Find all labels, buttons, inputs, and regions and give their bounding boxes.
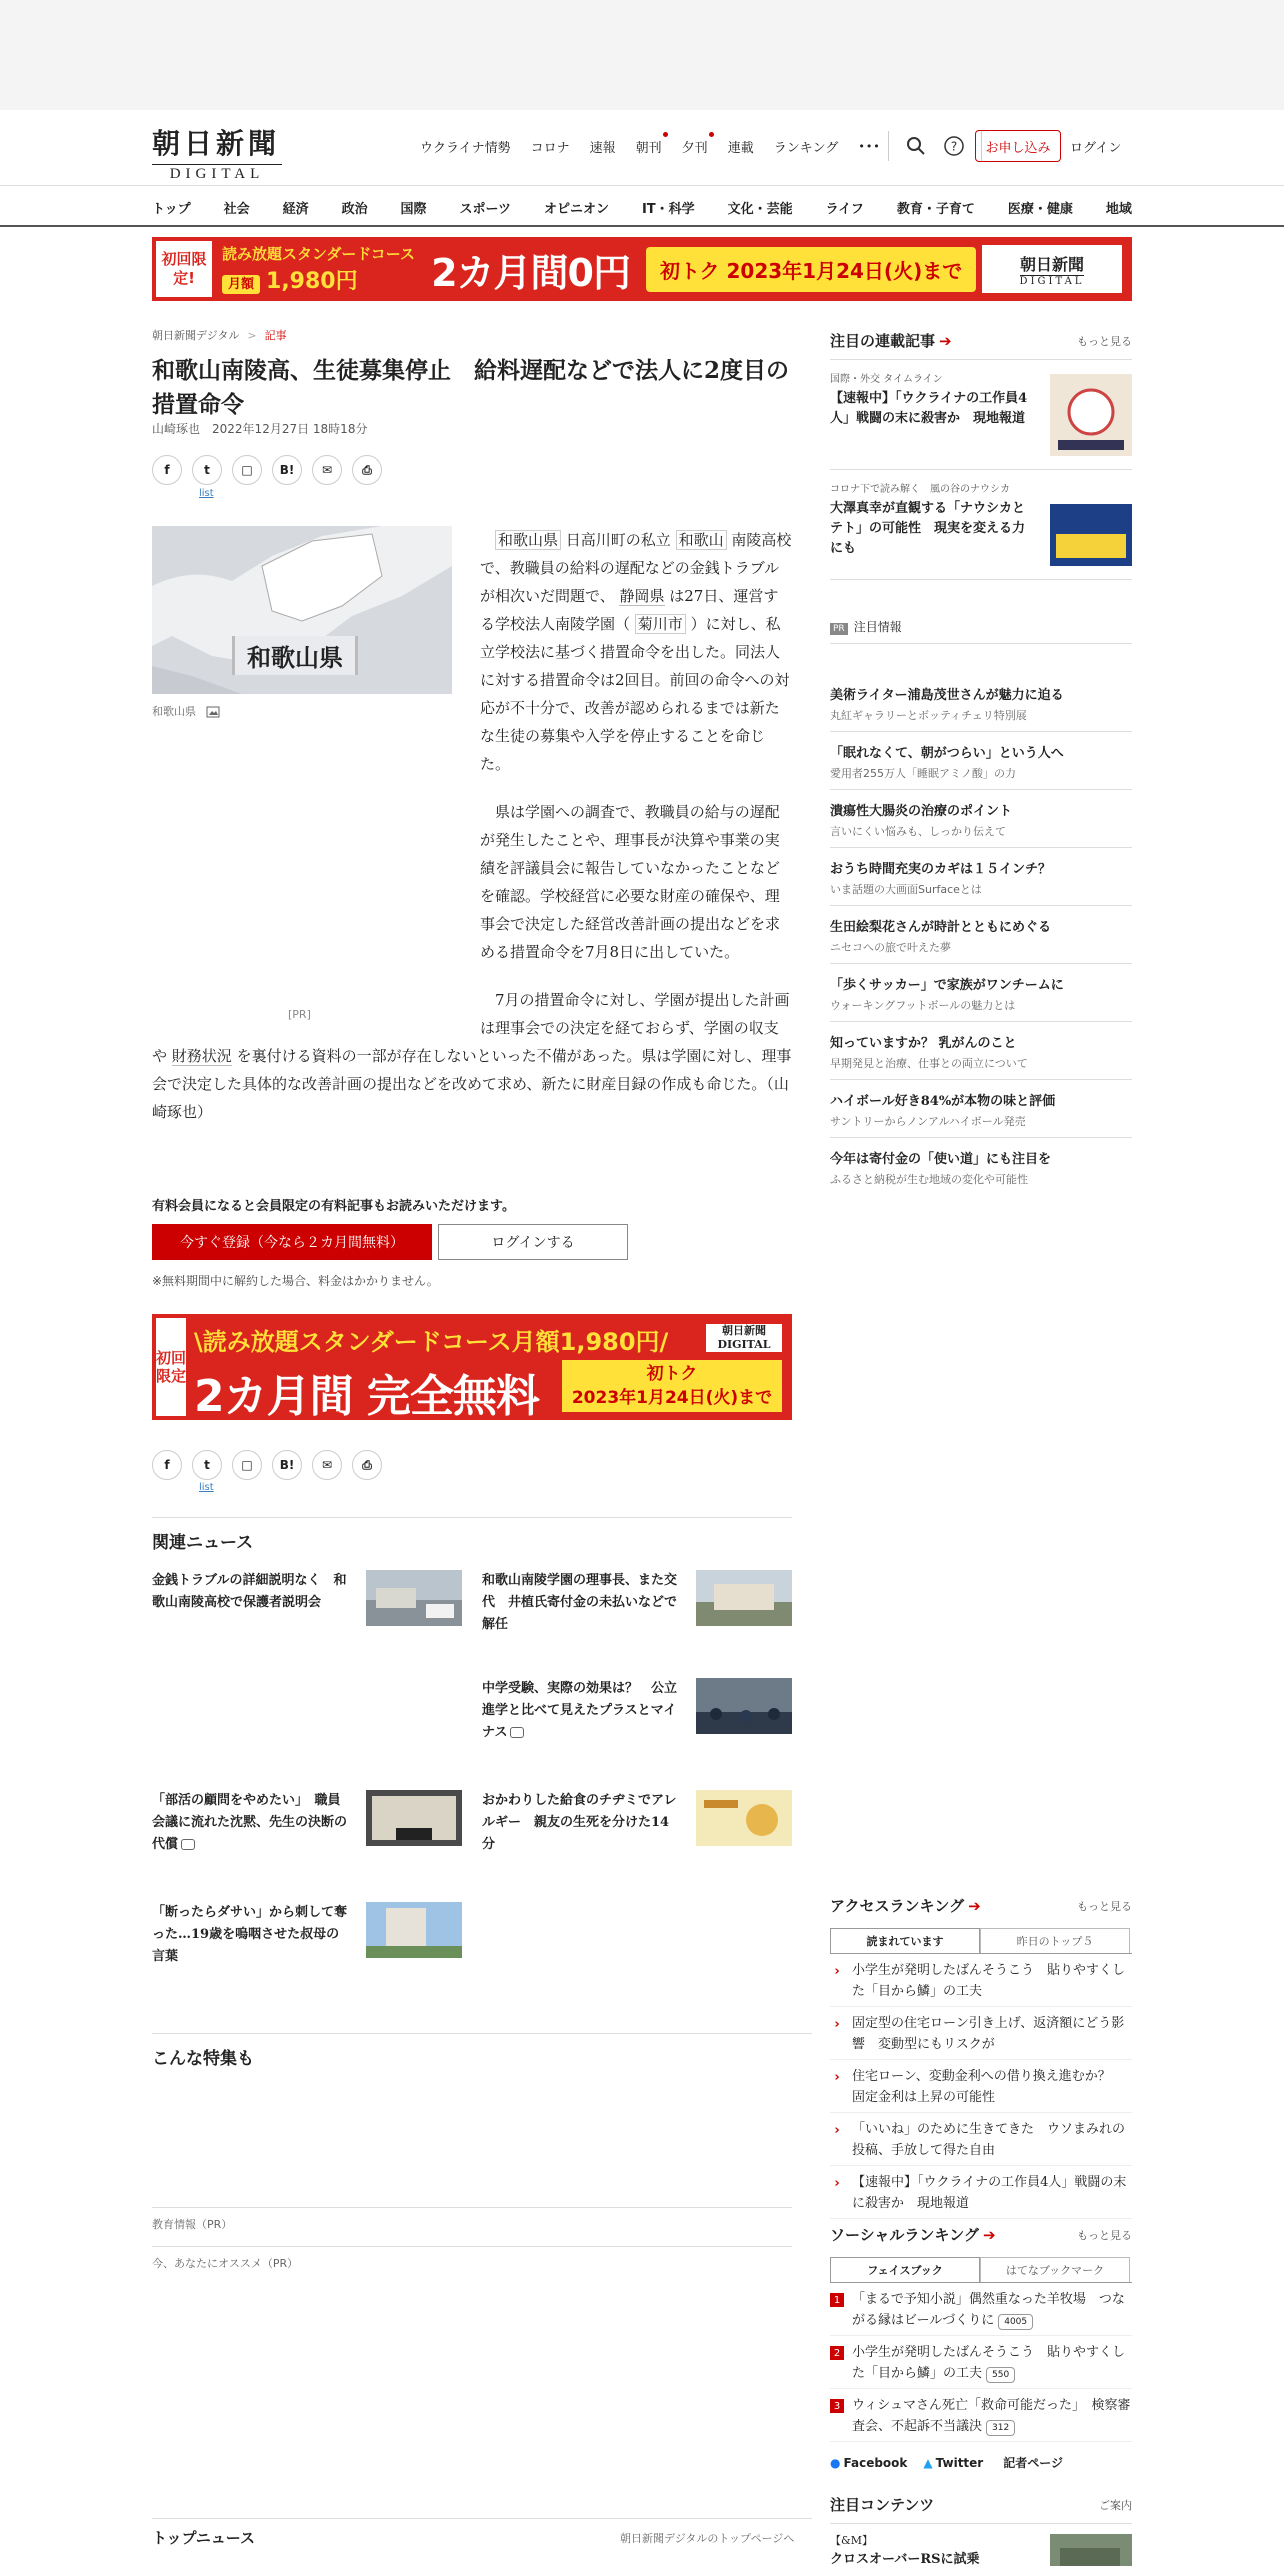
ranking-arrow-icon: › [834, 2069, 840, 2085]
social-tabs [830, 2257, 1132, 2283]
publish-time: 2022年12月27日 18時18分 [212, 422, 368, 436]
featured-contents [830, 2494, 1132, 2567]
twitter-share-icon[interactable]: t [192, 455, 222, 485]
serial-category: コロナ下で読み解く 風の谷のナウシカ [830, 484, 1010, 495]
guide-link[interactable]: ご案内 [1099, 2498, 1132, 2512]
pr-item[interactable] [830, 1022, 1132, 1080]
contents-title: 注目コンテンツ [830, 2496, 935, 2514]
util-nav-item[interactable]: ランキング [773, 141, 839, 156]
login-button[interactable]: ログインする [438, 1224, 628, 1260]
login-link[interactable]: ログイン [1070, 141, 1122, 156]
paywall-note: ※無料期間中に解約した場合、料金はかかりません。 [152, 1274, 439, 1288]
pr-item-title: 知っていますか？ 乳がんのこと [830, 1036, 1017, 1051]
pr-item-sub: サントリーからノンアルハイボール発売 [830, 1115, 1026, 1128]
banner-pill: 月額 [222, 275, 260, 294]
rank-number: 3 [830, 2399, 844, 2413]
pr-item-sub: 言いにくい悩みも、しっかり伝えて [830, 825, 1006, 838]
map-label: 和歌山県 [232, 636, 358, 675]
related-thumbnail [366, 1790, 462, 1846]
pr-item[interactable] [830, 1138, 1132, 1195]
top-page-link[interactable]: 朝日新聞デジタルのトップページへ [620, 2532, 795, 2545]
banner2-date-line2: 2023年1月24日(火)まで [571, 1388, 773, 1408]
ranking-arrow-icon: › [834, 2016, 840, 2032]
ranking-text: 住宅ローン、変動金利への借り換え進むか？ 固定金利は上昇の可能性 [852, 2069, 1124, 2105]
related-thumbnail [696, 1570, 792, 1626]
serial-category: 国際・外交 タイムライン [830, 374, 943, 385]
banner-logo [982, 245, 1122, 293]
mail-share-icon[interactable]: ✉ [312, 1450, 342, 1480]
arrow-right-icon: ➔ [968, 1897, 981, 1915]
breadcrumb-separator: > [247, 329, 257, 342]
twitter-link[interactable]: Twitter [935, 2455, 984, 2470]
breadcrumb-current[interactable]: 記事 [264, 329, 287, 342]
rank-number: 2 [830, 2346, 844, 2360]
paragraph-2: 県は学園への調査で、教職員の給与の遅配が発生したことや、理事長が決算や事業の実績を評議員会に報告していなかったことなどを確認。学校経営に必要な財産の確保や、理事会で決定した経営改善計画の提出などを求める措置命令を7月8日に出していた。 [480, 803, 781, 961]
banner-price-line [222, 264, 415, 295]
pr-item-title: 潰瘍性大腸炎の治療のポイント [830, 804, 1013, 819]
divider [152, 2207, 792, 2208]
serial-thumbnail [1050, 484, 1132, 566]
banner-course [222, 243, 415, 295]
pr-item-sub: ニセコへの旅で叶えた夢 [830, 941, 951, 954]
pr-item-sub: 早期発見と治療、仕事との両立について [830, 1057, 1028, 1070]
ranking-text: 【速報中】「ウクライナの工作員4人」戦闘の末に殺害か 現地報道 [852, 2175, 1127, 2211]
tab-facebook[interactable]: フェイスブック [830, 2257, 980, 2282]
paywall-message: 有料会員になると会員限定の有料記事もお読みいただけます。 [152, 1199, 515, 1214]
facebook-share-icon[interactable]: f [152, 1450, 182, 1480]
banner-price: 1,980円 [266, 269, 358, 294]
util-nav-item[interactable]: ウクライナ情勢 [420, 141, 511, 156]
topic-link[interactable]: 静岡県 [619, 587, 665, 605]
pr-item-title: 美術ライター浦島茂世さんが魅力に迫る [830, 688, 1064, 703]
serial-section [830, 330, 1132, 580]
topic-link[interactable]: 和歌山県 [495, 530, 561, 550]
facebook-share-icon[interactable]: f [152, 455, 182, 485]
divider [152, 2246, 792, 2247]
arrow-right-icon: ➔ [982, 2226, 996, 2244]
top-news-title: トップニュース [152, 2529, 256, 2547]
article-title: 和歌山南陵高、生徒募集停止 給料遅配などで法人に2度目の措置命令 [152, 357, 790, 418]
related-item[interactable] [482, 1570, 792, 1636]
share-count: 550 [986, 2367, 1015, 2383]
pr-item[interactable] [830, 848, 1132, 906]
pr-item[interactable] [830, 790, 1132, 848]
pr-label: [PR] [288, 1008, 311, 1021]
more-link[interactable]: もっと見る [1077, 1899, 1132, 1913]
related-item-title [152, 1790, 347, 1856]
banner-badge: 初回限定! [156, 241, 212, 297]
main-nav [0, 185, 1284, 227]
nav-item[interactable]: スポーツ [459, 202, 512, 217]
access-ranking [830, 1895, 1132, 2219]
ranking-arrow-icon: › [834, 2175, 840, 2191]
banner2-badge: 初回限定 [156, 1318, 186, 1416]
contents-item[interactable] [830, 2524, 1132, 2567]
ranking-text-body: 小学生が発明したばんそうこう 貼りやすくした「目から鱗」の工夫 [852, 2345, 1126, 2381]
more-link[interactable]: もっと見る [1077, 2228, 1132, 2242]
rank-number: 1 [830, 2293, 844, 2307]
pr-item[interactable] [830, 674, 1132, 732]
utility-nav [420, 137, 901, 156]
pr-section [830, 618, 1132, 1195]
util-nav-item[interactable]: 朝刊 [636, 137, 662, 156]
share-bar [152, 455, 392, 485]
ranking-text [852, 2289, 1132, 2331]
nav-item[interactable]: 医療・健康 [1007, 202, 1073, 217]
related-thumbnail [696, 1790, 792, 1846]
ranking-text: 小学生が発明したばんそうこう 貼りやすくした「目から鱗」の工夫 [852, 1963, 1126, 1999]
reporter-page-link[interactable]: 記者ページ [1003, 2456, 1063, 2470]
banner2-date-line1: 初トク [646, 1364, 698, 1384]
bookmark-icon[interactable]: □ [232, 1450, 262, 1480]
serial-thumbnail [1050, 374, 1132, 456]
map-caption-text: 和歌山県 [152, 705, 196, 718]
breadcrumb [152, 327, 287, 343]
banner2-deadline [562, 1360, 782, 1412]
section-header [830, 2224, 1132, 2245]
related-thumbnail [366, 1902, 462, 1958]
section-header [830, 330, 1132, 360]
section-header [830, 618, 1132, 644]
social-ranking-title[interactable] [830, 2224, 996, 2245]
ranking-item[interactable] [830, 2007, 1132, 2060]
pr-item[interactable] [830, 906, 1132, 964]
banner-logo-en: DIGITAL [1019, 275, 1085, 287]
logo-jp: 朝日新聞 [152, 127, 281, 160]
edu-pr-label: 教育情報（PR） [152, 2218, 233, 2231]
access-title-text: アクセスランキング [830, 1897, 965, 1915]
text: 7月の措置命令に対し、学園が提出した計画は理事会での決定を経ておらず、学園の収支や [152, 991, 790, 1065]
ranking-tabs [830, 1928, 1132, 1954]
author-name[interactable]: 山崎琢也 [152, 422, 201, 436]
print-icon[interactable]: ⎙ [352, 455, 382, 485]
subscription-banner-2[interactable] [152, 1314, 792, 1420]
nav-item[interactable]: 経済 [282, 202, 309, 217]
ranking-item[interactable] [830, 2283, 1132, 2336]
spacer [830, 644, 1132, 674]
related-item[interactable] [482, 1678, 792, 1744]
ranking-item[interactable] [830, 2060, 1132, 2113]
text: ）に対し、私立学校法に基づく措置命令を出した。同法人に対する措置命令は2回目。前回の命令への対応が不十分で、改善が認められるまでは新たな生徒の募集や入学を停止することを命じた。 [480, 615, 790, 773]
contents-tag: 【&M】 [830, 2534, 874, 2547]
util-nav-item[interactable]: 連載 [727, 141, 754, 156]
facebook-icon: ● [830, 2455, 841, 2470]
tab-yesterday-top5[interactable]: 昨日のトップ５ [980, 1928, 1130, 1953]
more-link[interactable]: もっと見る [1077, 334, 1132, 348]
related-item-text: 「部活の顧問をやめたい」 職員会議に流れた沈黙、先生の決断の代償 [152, 1793, 348, 1852]
related-thumbnail [366, 1570, 462, 1626]
nav-item[interactable]: 文化・芸能 [727, 202, 793, 217]
related-item-title: 「断ったらダサい」から刺して奪った…19歳を嗚咽させた叔母の言葉 [152, 1905, 348, 1964]
pr-item[interactable] [830, 964, 1132, 1022]
share-count: 312 [986, 2420, 1015, 2436]
related-item-title: 金銭トラブルの詳細説明なく 和歌山南陵高校で保護者説明会 [152, 1573, 347, 1610]
pr-title-text: 注目情報 [853, 620, 902, 634]
util-icons [880, 126, 990, 166]
section-header [830, 1895, 1132, 1916]
text: 南陵高校で、教職員の給料の遅配などの金銭トラブルが相次いだ問題で、 [480, 531, 792, 605]
divider [152, 2518, 812, 2519]
serial-title-text: 注目の連載記事 [830, 332, 936, 350]
ranking-item[interactable] [830, 2166, 1132, 2219]
social-title-text: ソーシャルランキング [830, 2226, 979, 2244]
related-item[interactable] [152, 1902, 462, 1968]
search-icon[interactable] [905, 135, 927, 157]
serial-item[interactable] [830, 470, 1132, 580]
util-nav-item[interactable]: コロナ [530, 141, 570, 156]
text: は27日、運営する学校法人南陵学園（ [480, 587, 779, 633]
ranking-text: 固定型の住宅ローン引き上げ、返済額にどう影響 変動型にもリスクが [852, 2016, 1125, 2052]
share-bar-bottom [152, 1450, 392, 1480]
serial-headline: 【速報中】「ウクライナの工作員4人」戦闘の末に殺害か 現地報道 [830, 391, 1028, 426]
related-item-title: おかわりした給食のチヂミでアレルギー 親友の生死を分けた14分 [482, 1793, 677, 1852]
banner2-logo: 朝日新聞 DIGITAL [706, 1324, 782, 1352]
ranking-text-body: ウィシュマさん死亡「救命可能だった」 検察審査会、不起訴不当議決 [852, 2398, 1131, 2434]
pr-item[interactable] [830, 732, 1132, 790]
pr-section-title [830, 618, 902, 635]
svg-text:?: ? [950, 139, 958, 154]
text: 日高川町の私立 [561, 531, 676, 549]
comment-icon [510, 1727, 524, 1738]
divider [888, 131, 889, 161]
follow-links [830, 2454, 1132, 2471]
related-item[interactable] [152, 1570, 462, 1614]
nav-item[interactable]: 国際 [400, 202, 427, 217]
recommend-pr-label: 今、あなたにオススメ（PR） [152, 2257, 299, 2270]
topic-link[interactable]: 財務状況 [171, 1047, 232, 1065]
related-item-title [482, 1678, 677, 1744]
pr-item-title: 生田絵梨花さんが時計とともにめぐる [830, 920, 1052, 935]
pr-item[interactable] [830, 1080, 1132, 1138]
breadcrumb-home[interactable]: 朝日新聞デジタル [152, 329, 240, 342]
ranking-text [852, 2395, 1132, 2437]
nav-item[interactable]: トップ [152, 202, 191, 217]
util-nav-item[interactable]: 夕刊 [682, 137, 708, 156]
subscribe-button[interactable]: お申し込み [975, 130, 1061, 162]
related-item[interactable] [482, 1790, 792, 1856]
divider [152, 1517, 792, 1518]
banner-logo-jp: 朝日新聞 [1019, 254, 1084, 274]
pr-item-title: 「眠れなくて、朝がつらい」という人へ [830, 746, 1064, 761]
section-header [830, 2494, 1132, 2524]
facebook-link[interactable]: Facebook [843, 2455, 908, 2470]
top-ad-area [0, 0, 1284, 110]
bookmark-icon[interactable]: □ [232, 455, 262, 485]
ranking-text [852, 2342, 1132, 2384]
share-count: 4005 [998, 2314, 1033, 2330]
pr-item-sub: 丸紅ギャラリーとボッティチェリ特別展 [830, 709, 1027, 722]
subscription-banner[interactable] [152, 237, 1132, 301]
mail-share-icon[interactable]: ✉ [312, 455, 342, 485]
serial-title[interactable] [830, 330, 952, 351]
pr-item-title: 今年は寄付金の「使い道」にも注目を [830, 1152, 1052, 1167]
nav-item[interactable]: ライフ [825, 202, 864, 217]
print-icon[interactable]: ⎙ [352, 1450, 382, 1480]
special-title: こんな特集も [152, 2049, 254, 2069]
byline [152, 420, 367, 437]
topic-link[interactable]: 菊川市 [635, 614, 686, 634]
divider [152, 2033, 812, 2034]
nav-item[interactable]: 政治 [341, 202, 368, 217]
nav-item[interactable]: 教育・子育て [896, 202, 975, 217]
banner-deadline: 初トク 2023年1月24日(火)まで [646, 247, 976, 292]
list-link[interactable]: list [199, 1482, 214, 1493]
logo-en: DIGITAL [152, 164, 282, 183]
related-item-text: 中学受験、実際の効果は？ 公立進学と比べて見えたプラスとマイナス [482, 1681, 678, 1740]
nav-item[interactable]: IT・科学 [641, 202, 695, 217]
util-nav-item[interactable]: 速報 [589, 141, 616, 156]
nav-item[interactable]: 社会 [223, 202, 250, 217]
help-icon[interactable] [943, 135, 965, 157]
social-ranking [830, 2224, 1132, 2471]
asahi-logo[interactable] [152, 122, 282, 183]
banner2-course: \読み放題スタンダードコース月額1,980円/ [194, 1328, 669, 1356]
ranking-item[interactable] [830, 2113, 1132, 2166]
ranking-text-body: 「まるで予知小説」偶然重なった羊牧場 つながる縁はビールづくりに [852, 2292, 1125, 2328]
ranking-text: 「いいね」のために生きてきた ウソまみれの投稿、手放して得た自由 [852, 2122, 1126, 2158]
more-menu-icon[interactable]: ••• [858, 140, 881, 153]
related-item-title: 和歌山南陵学園の理事長、また交代 井植氏寄付金の未払いなどで解任 [482, 1573, 678, 1632]
tab-hatena[interactable]: はてなブックマーク [980, 2257, 1130, 2282]
ranking-item[interactable] [830, 2389, 1132, 2442]
pr-item-title: 「歩くサッカー」で家族がワンチームに [830, 978, 1064, 993]
pr-item-sub: ふるさと納税が生む地域の変化や可能性 [830, 1173, 1028, 1186]
serial-headline: 大澤真幸が直観する「ナウシカとテト」の可能性 現実を変える力にも [830, 501, 1026, 556]
serial-item[interactable] [830, 360, 1132, 470]
ranking-item[interactable] [830, 1954, 1132, 2007]
register-button[interactable]: 今すぐ登録（今なら２カ月間無料） [152, 1224, 432, 1260]
hatena-share-icon[interactable]: B! [272, 1450, 302, 1480]
tab-most-read[interactable]: 読まれています [830, 1928, 980, 1953]
nav-item[interactable]: オピニオン [543, 202, 609, 217]
ranking-arrow-icon: › [834, 2122, 840, 2138]
nav-item[interactable]: 地域 [1105, 202, 1132, 217]
pr-item-title: おうち時間充実のカギは１５インチ？ [830, 862, 1052, 877]
pr-item-sub: ウォーキングフットボールの魅力とは [830, 999, 1016, 1012]
ranking-arrow-icon: › [834, 1963, 840, 1979]
list-link[interactable]: list [199, 488, 214, 499]
ranking-item[interactable] [830, 2336, 1132, 2389]
comment-icon [181, 1839, 195, 1850]
pr-badge: PR [830, 623, 848, 635]
banner-course-name: 読み放題スタンダードコース [222, 245, 416, 263]
article-body [152, 526, 792, 1146]
banner-headline: 2カ月間0円 [431, 250, 630, 295]
twitter-icon: ▲ [923, 2455, 933, 2470]
pr-item-sub: いま話題の大画面Surfaceとは [830, 883, 982, 896]
figure-spacer [152, 526, 480, 1026]
hatena-share-icon[interactable]: B! [272, 455, 302, 485]
text: を裏付ける資料の一部が存在しないといった不備があった。県は学園に対し、理事会で決定した具体的な改善計画の提出などを改めて求め、新たに財産目録の作成も命じた。（山崎琢也） [152, 1047, 792, 1121]
topic-link[interactable]: 和歌山 [676, 530, 727, 550]
related-news-title: 関連ニュース [152, 1533, 254, 1553]
pr-item-title: ハイボール好き84%が本物の味と評価 [830, 1094, 1056, 1109]
access-ranking-title[interactable] [830, 1895, 981, 1916]
contents-headline: クロスオーバーRSに試乗 [830, 2552, 980, 2567]
arrow-right-icon: ➔ [939, 332, 952, 350]
related-item[interactable] [152, 1790, 462, 1856]
related-thumbnail [696, 1678, 792, 1734]
banner2-headline: 2カ月間 完全無料 [194, 1371, 539, 1422]
contents-thumbnail [1050, 2534, 1132, 2566]
pr-item-sub: 愛用者255万人「睡眠アミノ酸」の力 [830, 767, 1016, 780]
twitter-share-icon[interactable]: t [192, 1450, 222, 1480]
